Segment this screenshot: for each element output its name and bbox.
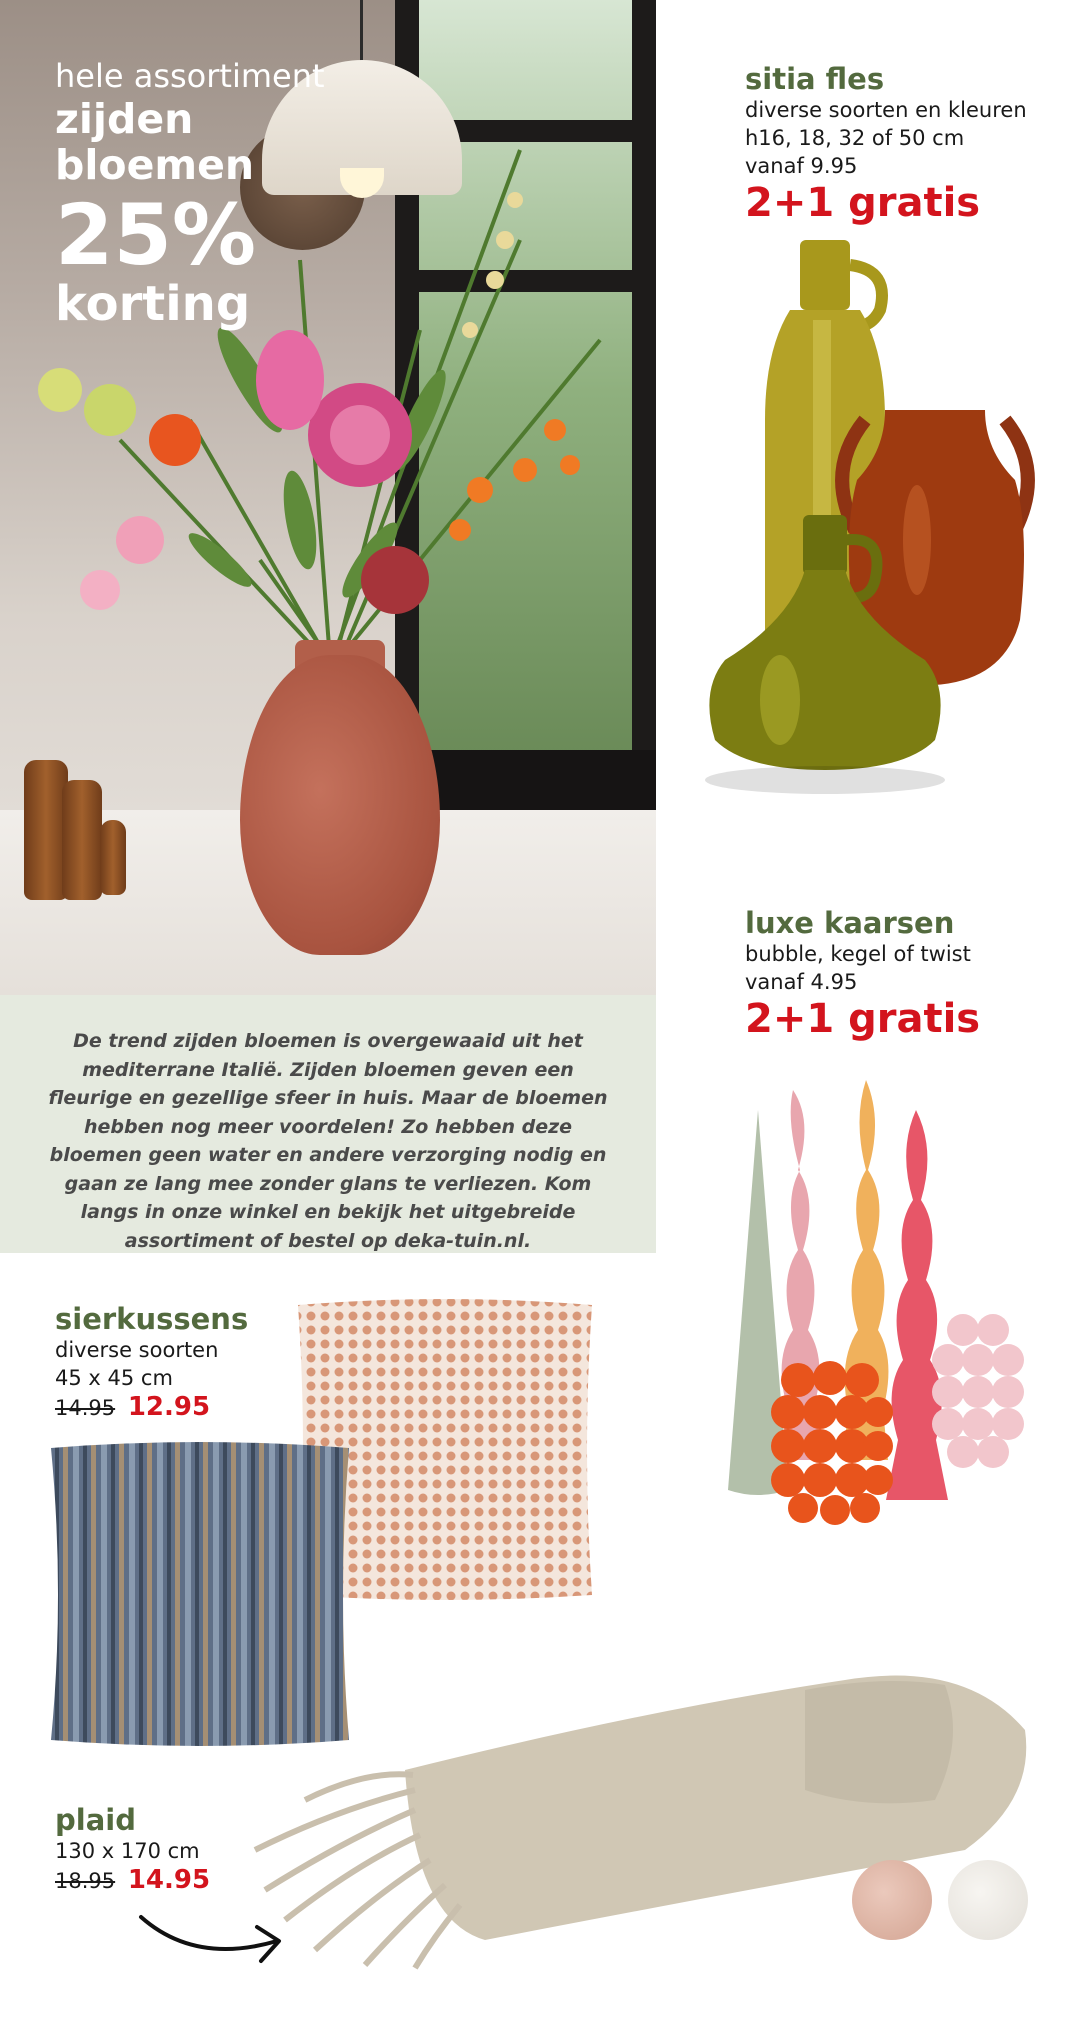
- new-price: 12.95: [127, 1392, 211, 1422]
- product-luxe-kaarsen[interactable]: [745, 906, 980, 1042]
- product-detail: 130 x 170 cm: [55, 1839, 200, 1863]
- color-swatch-white[interactable]: [948, 1860, 1028, 1940]
- product-detail: 45 x 45 cm: [55, 1366, 173, 1390]
- info-block: [0, 995, 656, 1253]
- hero-title-line1: zijden: [55, 95, 194, 143]
- product-price: vanaf 4.95: [745, 970, 858, 994]
- product-detail: h16, 18, 32 of 50 cm: [745, 126, 965, 150]
- price-row: [55, 1392, 248, 1423]
- product-name: plaid: [55, 1803, 136, 1837]
- old-price: 14.95: [55, 1396, 116, 1420]
- product-detail: bubble, kegel of twist: [745, 942, 971, 966]
- product-name: sierkussens: [55, 1302, 249, 1336]
- hero-discount-label: korting: [55, 276, 251, 332]
- hero-title-line2: bloemen: [55, 141, 255, 189]
- candles-image[interactable]: [718, 1060, 1028, 1540]
- old-price: 18.95: [55, 1869, 116, 1893]
- new-price: 14.95: [127, 1865, 211, 1895]
- info-text: De trend zijden bloemen is overgewaaid uit het mediterrane Italië. Zijden bloemen geven een fleurige en gezellige sfeer in huis. Maar de bloemen hebben nog meer voordelen! Zo hebben deze bloemen geen water en andere verzorging nodig en gaan ze lang mee zonder glans te verliezen. Kom langs in onze winkel en bekijk het uitgebreide assortiment of bestel op deka-tuin.nl.: [48, 1030, 608, 1252]
- product-detail: diverse soorten en kleuren: [745, 98, 1027, 122]
- product-detail: diverse soorten: [55, 1338, 219, 1362]
- price-row: [55, 1865, 210, 1896]
- deal-badge: 2+1 gratis: [745, 180, 981, 226]
- product-name: luxe kaarsen: [745, 906, 955, 940]
- product-name: sitia fles: [745, 62, 885, 96]
- color-swatch-pink[interactable]: [852, 1860, 932, 1940]
- product-plaid[interactable]: [55, 1803, 210, 1896]
- terracotta-vase: [240, 655, 440, 955]
- bottles-image[interactable]: [685, 240, 1045, 800]
- hero-discount: 25%: [55, 186, 257, 284]
- product-price: vanaf 9.95: [745, 154, 858, 178]
- deal-badge: 2+1 gratis: [745, 996, 981, 1042]
- product-sierkussens[interactable]: [55, 1302, 248, 1423]
- product-sitia-fles[interactable]: [745, 62, 1027, 226]
- hero-headline: [55, 56, 325, 330]
- hero-subtitle: hele assortiment: [55, 57, 325, 95]
- arrow-icon: [135, 1905, 295, 1975]
